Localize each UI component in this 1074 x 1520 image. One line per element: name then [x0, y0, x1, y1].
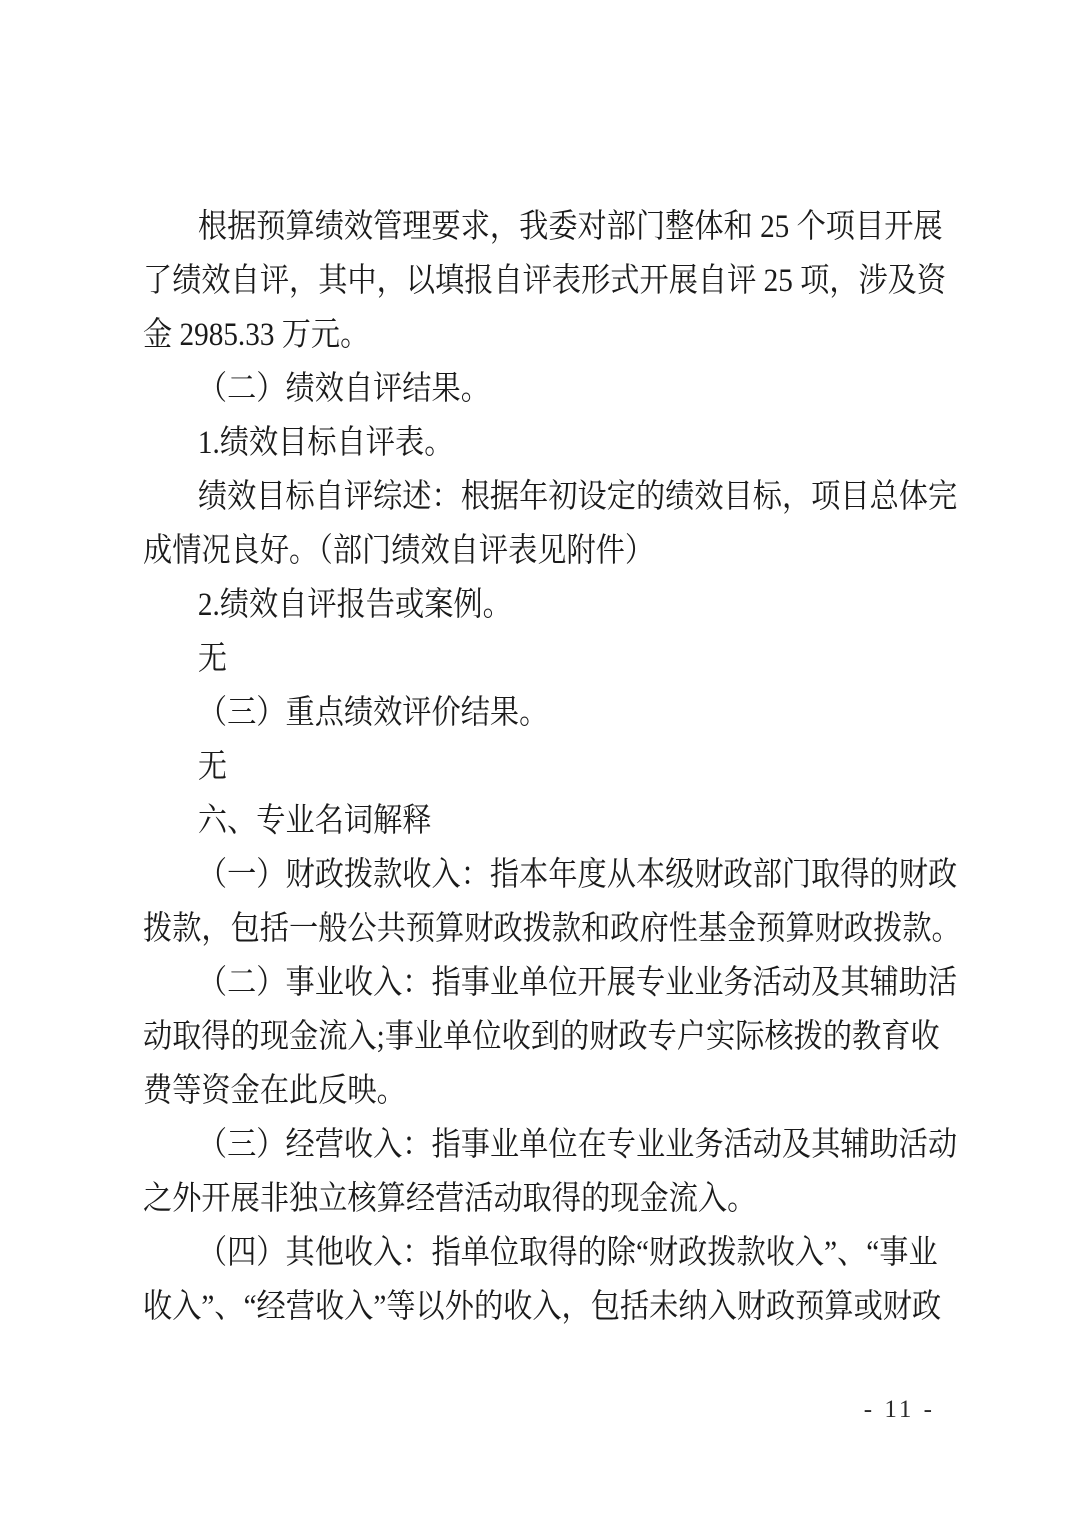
text-line: 根据预算绩效管理要求，我委对部门整体和 25 个项目开展: [197, 209, 943, 245]
text-line: 六、专业名词解释: [197, 803, 432, 839]
text-line: （四）其他收入：指单位取得的除“财政拨款收入”、“事业: [197, 1235, 938, 1271]
text-line: 动取得的现金流入;事业单位收到的财政专户实际核拨的教育收: [143, 1019, 940, 1055]
text-line: 成情况良好。（部门绩效自评表见附件）: [143, 533, 655, 569]
text-line: 1.绩效目标自评表。: [197, 425, 454, 461]
text-line: 金 2985.33 万元。: [143, 317, 370, 353]
text-line: 之外开展非独立核算经营活动取得的现金流入。: [143, 1181, 757, 1217]
text-line: （二）绩效自评结果。: [197, 371, 490, 407]
text-block: [143, 200, 1063, 1334]
text-line: 收入”、“经营收入”等以外的收入，包括未纳入财政预算或财政: [143, 1289, 942, 1325]
text-line: 了绩效自评，其中，以填报自评表形式开展自评 25 项，涉及资: [143, 263, 947, 299]
text-line: （三）经营收入：指事业单位在专业业务活动及其辅助活动: [197, 1127, 958, 1163]
page-number: - 11 -: [863, 1396, 935, 1423]
text-line: 2.绩效自评报告或案例。: [197, 587, 512, 623]
text-line: 拨款，包括一般公共预算财政拨款和政府性基金预算财政拨款。: [143, 911, 961, 947]
text-line: （二）事业收入：指事业单位开展专业业务活动及其辅助活: [197, 965, 958, 1001]
text-line: （一）财政拨款收入：指本年度从本级财政部门取得的财政: [197, 857, 958, 893]
text-line: 无: [197, 641, 228, 677]
text-line: 费等资金在此反映。: [143, 1073, 406, 1109]
text-line: 无: [197, 749, 228, 785]
text-line: 绩效目标自评综述：根据年初设定的绩效目标，项目总体完: [197, 479, 958, 515]
text-line: （三）重点绩效评价结果。: [197, 695, 549, 731]
